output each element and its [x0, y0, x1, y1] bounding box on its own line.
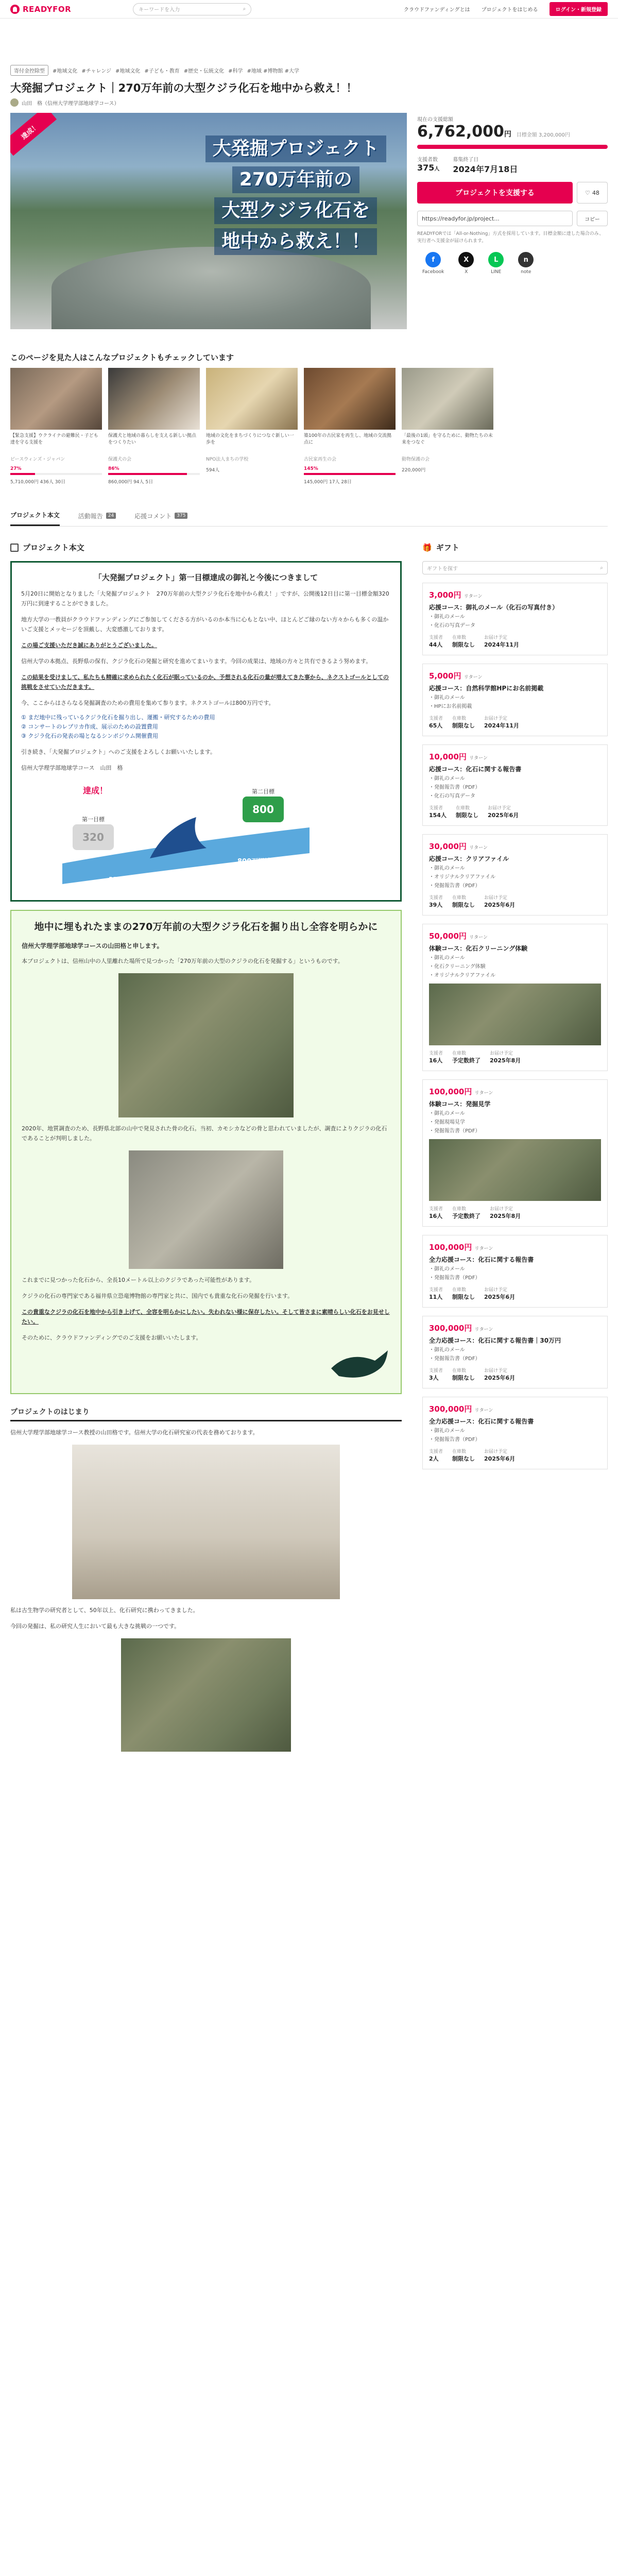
gift-price: 100,000円 リターン: [429, 1087, 493, 1096]
gift-meta: 支援者 11人 在庫数 制限なし お届け予定 2025年6月: [429, 1287, 516, 1300]
rec-percent: 86%: [108, 466, 119, 471]
gift-image: [429, 1139, 601, 1201]
gift-meta: 支援者 3人 在庫数 制限なし お届け予定 2025年6月: [429, 1368, 516, 1381]
rec-owner: NPO法人まちの学校: [206, 457, 249, 462]
raised-label: 現在の支援総額: [417, 117, 453, 123]
gift-name: 応援コース：クリアファイル: [429, 855, 509, 862]
gift-meta: 支援者 154人 在庫数 制限なし お届け予定 2025年6月: [429, 806, 519, 819]
share-buttons: [417, 252, 608, 275]
rec-percent: 145%: [304, 466, 318, 471]
rec-name: 地域の文化をまちづくりにつなぐ新しい一歩を: [206, 433, 294, 445]
section-heading-beginning: プロジェクトのはじまり: [10, 1406, 402, 1421]
hero-line: 大型クジラ化石を: [214, 197, 377, 224]
search-placeholder: キーワードを入力: [139, 7, 180, 13]
gift-name: 体験コース：発掘見学: [429, 1100, 491, 1108]
rec-card[interactable]: [108, 368, 200, 485]
report-paragraph: この結果を受けまして、私たちも精確に求められたく化石が眠っているのか、予想される化石の量が増えてきた事から、ネクストゴールとしての挑戦をさせていただきます。: [21, 674, 389, 690]
nav-about[interactable]: クラウドファンディングとは: [403, 7, 470, 13]
rec-image: [304, 368, 396, 430]
favorite-count: 48: [592, 189, 599, 196]
gift-card[interactable]: [422, 583, 608, 655]
beginning-section: [10, 1428, 402, 1752]
excavation-photo: [118, 973, 294, 1117]
gift-search-input[interactable]: ギフトを探す ⌕: [422, 561, 608, 574]
rec-stats: 594人: [206, 468, 220, 473]
copy-url-button[interactable]: コピー: [577, 211, 608, 226]
rec-card[interactable]: [304, 368, 396, 485]
recommendations-title: このページを見た人はこんなプロジェクトもチェックしています: [10, 353, 234, 362]
gift-name: 体験コース：化石クリーニング体験: [429, 945, 528, 952]
arrow-label-2: 800万円達成: [237, 858, 279, 866]
share-note[interactable]: n note: [518, 252, 534, 275]
report-title: 「大発掘プロジェクト」第一目標達成の御礼と今後につきまして: [94, 573, 318, 582]
gift-meta: 支援者 2人 在庫数 制限なし お届け予定 2025年6月: [429, 1449, 516, 1462]
gift-item: ・御礼のメール: [429, 1428, 465, 1434]
report-paragraph: 地方大学の一教員がクラウドファンディングにご参加してくださる方がいるのか本当に心もとない中、ほとんどご縁のない方々からも多くの温かいご支援とメッセージを頂戴し、大変感激しております。: [21, 616, 389, 633]
header-search-input[interactable]: [133, 3, 251, 15]
gift-price: 30,000円 リターン: [429, 842, 488, 851]
gift-item: ・発掘報告書（PDF）: [429, 1128, 480, 1134]
project-stats-panel: [417, 113, 608, 329]
share-x[interactable]: X X: [458, 252, 474, 275]
gift-item: ・御礼のメール: [429, 955, 465, 961]
note-icon: n: [518, 252, 534, 267]
achieved-label: 達成！: [83, 786, 108, 795]
goal-category-label: 第一目標: [82, 816, 105, 823]
rec-name: 保護犬と地域の暮らしを支える新しい拠点をつくりたい: [108, 433, 197, 445]
gift-item: ・化石の写真データ: [429, 793, 475, 799]
report-paragraph: 今、ここからはさらなる発掘調査のための費用を集めて参ります。ネクストゴールは800万円です。: [21, 700, 274, 706]
site-photo: [121, 1638, 291, 1752]
body-heading: プロジェクト本文: [10, 542, 402, 553]
intro-paragraph: クジラの化石の専門家である福井県立恐竜博物館の専門家と共に、国内でも貴重な化石の発掘を行います。: [22, 1293, 294, 1299]
tag-list: [10, 65, 608, 76]
facebook-icon: f: [425, 252, 441, 267]
hero-headline: [205, 133, 386, 257]
gift-item: ・御礼のメール: [429, 866, 465, 871]
gift-price: 300,000円 リターン: [429, 1404, 493, 1414]
begin-paragraph: 今回の発掘は、私の研究人生において最も大きな挑戦の一つです。: [10, 1623, 180, 1630]
project-owner[interactable]: [10, 98, 608, 107]
goal-amount: 目標金額 3,200,000円: [516, 132, 570, 138]
goal-value-label: 800: [252, 803, 274, 816]
rec-name: 築100年の古民家を再生し、地域の交流拠点に: [304, 433, 392, 445]
gift-price: 3,000円 リターン: [429, 590, 483, 600]
end-date: 2024年7月18日: [453, 164, 518, 174]
gift-card[interactable]: [422, 744, 608, 826]
gift-item: ・オリジナルクリアファイル: [429, 874, 496, 880]
gift-item: ・発掘現場見学: [429, 1120, 465, 1125]
tag-item[interactable]: #地域 #博物館 #大学: [247, 69, 300, 74]
gift-name: 応援コース：化石に関する報告書: [429, 766, 522, 773]
rec-card[interactable]: [402, 368, 493, 485]
support-button[interactable]: プロジェクトを支援する: [417, 182, 573, 204]
gift-item: ・化石クリーニング体験: [429, 964, 486, 970]
tag-item[interactable]: #チャレンジ: [81, 69, 111, 74]
tag-item[interactable]: #子ども・教育: [144, 69, 180, 74]
begin-paragraph: 信州大学理学部地球学コース教授の山田格です。信州大学の化石研究室の代表を務めております。: [10, 1429, 259, 1436]
progress-bar: [417, 145, 608, 149]
gift-item: ・発掘報告書（PDF）: [429, 1275, 480, 1281]
gift-price: 5,000円 リターン: [429, 671, 483, 681]
gift-icon: 🎁: [422, 543, 432, 552]
x-icon: X: [458, 252, 474, 267]
gift-price: 10,000円 リターン: [429, 752, 488, 761]
hero-line: 大発掘プロジェクト: [205, 135, 386, 162]
favorite-button[interactable]: [577, 182, 608, 204]
rec-owner: 動物保護の会: [402, 457, 430, 462]
end-date-label: 募集終了日: [453, 157, 479, 163]
gift-price: 100,000円 リターン: [429, 1243, 493, 1252]
rec-percent: 27%: [10, 466, 22, 471]
gift-item: ・御礼のメール: [429, 1111, 465, 1116]
gift-meta: 支援者 65人 在庫数 制限なし お届け予定 2024年11月: [429, 716, 519, 729]
rec-name: 「最後の1頭」を守るために、動物たちの未来をつなぐ: [402, 433, 493, 445]
search-icon: ⌕: [600, 565, 603, 571]
gift-card[interactable]: [422, 924, 608, 1071]
rec-stats: 220,000円: [402, 468, 426, 473]
tag-item[interactable]: #歴史・伝統文化: [183, 69, 225, 74]
recommendations-list: [10, 368, 608, 485]
rec-owner: 古民家再生の会: [304, 457, 337, 462]
gift-list: [422, 583, 608, 1469]
gift-item: ・発掘報告書（PDF）: [429, 1437, 480, 1443]
gift-card[interactable]: [422, 834, 608, 916]
line-icon: L: [488, 252, 504, 267]
tag-item[interactable]: #地域文化: [115, 69, 141, 74]
gift-item: ・御礼のメール: [429, 1347, 465, 1353]
hero-line: 270万年前の: [232, 166, 359, 193]
rec-card[interactable]: [10, 368, 102, 485]
milestone-report-box: [10, 561, 402, 902]
avatar: [10, 98, 19, 107]
gift-name: 全力応援コース：化石に関する報告書: [429, 1418, 534, 1425]
researcher-photo: [72, 1445, 340, 1599]
gift-price: 300,000円 リターン: [429, 1324, 493, 1333]
gift-card[interactable]: [422, 1235, 608, 1308]
begin-paragraph: 私は古生物学の研究者として、50年以上、化石研究に携わってきました。: [10, 1607, 199, 1614]
gift-item: ・御礼のメール: [429, 614, 465, 620]
project-url-field[interactable]: https://readyfor.jp/project...: [417, 211, 573, 226]
gift-item: ・御礼のメール: [429, 695, 465, 701]
gift-heading: 🎁 ギフト: [422, 543, 459, 552]
tab-activity-report[interactable]: 活動報告 24: [78, 511, 116, 526]
login-button[interactable]: ログイン・新規登録: [550, 2, 608, 16]
gift-price: 50,000円 リターン: [429, 931, 488, 941]
gift-item: ・発掘報告書（PDF）: [429, 785, 480, 790]
all-or-nothing-note: READYFORでは「All-or-Nothing」方式を採用しています。目標金額に達した場合のみ、実行者へ支援金が届けられます。: [417, 231, 604, 244]
gift-name: 全力応援コース：化石に関する報告書｜30万円: [429, 1337, 561, 1344]
content-tabs: [10, 511, 608, 527]
intro-paragraph: 本プロジェクトは、信州山中の人里離れた場所で見つかった「270万年前の大型のクジラの化石を発掘する」というものです。: [22, 958, 344, 964]
supporters-count: 375人: [417, 163, 440, 173]
goal-category-label: 第二目標: [252, 788, 274, 795]
intro-title: 地中に埋もれたままの270万年前の大型クジラ化石を掘り出し全容を明らかに: [34, 921, 378, 933]
tab-support-comments[interactable]: 応援コメント 375: [134, 511, 187, 526]
intro-lead: 信州大学理学部地球学コースの山田格と申します。: [22, 942, 163, 950]
raised-amount: 6,762,000円: [417, 123, 511, 141]
gift-item: ・発掘報告書（PDF）: [429, 883, 480, 889]
owner-name: 山田 格（信州大学理学部地球学コース）: [22, 100, 119, 107]
gift-item: ・御礼のメール: [429, 1266, 465, 1272]
report-paragraph: 引き続き、「大発掘プロジェクト」へのご支援をよろしくお願いいたします。: [21, 749, 216, 755]
share-line[interactable]: L LINE: [488, 252, 504, 275]
gift-item: ・発掘報告書（PDF）: [429, 1356, 480, 1362]
gift-sidebar: [422, 542, 608, 1752]
rec-image: [402, 368, 493, 430]
gift-item: ・オリジナルクリアファイル: [429, 973, 496, 978]
gift-card[interactable]: [422, 1316, 608, 1388]
readyfor-logo[interactable]: [10, 5, 71, 14]
rec-progress-bar: [10, 473, 102, 475]
intro-highlight: この貴重なクジラの化石を地中から引き上げて、全容を明らかにしたい。失われない様に保存したい。そして皆さまに素晴らしい化石をお見せしたい。: [22, 1309, 390, 1325]
report-paragraph: 信州大学の本拠点、長野県の保有、クジラ化石の発掘と研究を進めてまいります。今回の成果は、地域の方々と共有できるよう努めます。: [21, 658, 372, 665]
hero-line: 地中から救え！！: [214, 228, 377, 255]
intro-box: [10, 910, 402, 1394]
rec-stats: 860,000円 94人 5日: [108, 480, 153, 485]
gift-card[interactable]: [422, 1079, 608, 1227]
report-thanks: この場ご支援いただき誠にありがとうございました。: [21, 642, 157, 649]
gift-meta: 支援者 16人 在庫数 予定数終了 お届け予定 2025年8月: [429, 1207, 521, 1219]
fossil-photo: [129, 1150, 283, 1269]
rec-image: [108, 368, 200, 430]
share-facebook[interactable]: f Facebook: [422, 252, 444, 275]
report-paragraph: 5月20日に開始となりました「大発掘プロジェクト 270万年前の大型クジラ化石を地中から救え！」ですが、公開後12日目に第一目標金額320万円に到達することができました。: [21, 590, 389, 607]
site-header: [0, 0, 618, 19]
goal-item: ② コンサートのレプリカ作成、展示のための設置費用: [21, 723, 158, 730]
gift-card[interactable]: [422, 664, 608, 736]
search-icon: ⌕: [243, 6, 246, 12]
gift-item: ・HPにお名前掲載: [429, 704, 472, 709]
tag-item[interactable]: #科学: [228, 69, 243, 74]
hero-rock-shape: [52, 247, 371, 329]
gift-name: 応援コース：自然科学館HPにお名前掲載: [429, 685, 544, 692]
gift-item: ・御礼のメール: [429, 776, 465, 782]
arrow-label-1: 320万円達成: [109, 876, 147, 883]
tab-project-body[interactable]: プロジェクト本文: [10, 511, 60, 526]
gift-meta: 支援者 44人 在庫数 制限なし お届け予定 2024年11月: [429, 635, 519, 648]
rec-owner: ピースウィンズ・ジャパン: [10, 457, 65, 462]
rec-name: 【緊急支援】ウクライナの避難民・子ども達を守る支援を: [10, 433, 98, 445]
logo-text: READYFOR: [23, 4, 72, 14]
rec-image: [206, 368, 298, 430]
rec-progress-bar: [304, 473, 396, 475]
tag-item[interactable]: #地域文化: [53, 69, 78, 74]
rec-stats: 5,710,000円 436人 30日: [10, 480, 66, 485]
progress-fill: [417, 145, 608, 149]
gift-item: ・化石の写真データ: [429, 623, 475, 629]
report-signature: 信州大学理学部地球学コース 山田 格: [21, 765, 123, 771]
gift-card[interactable]: [422, 1397, 608, 1469]
rec-image: [10, 368, 102, 430]
page-title: 大発掘プロジェクト｜270万年前の大型クジラ化石を地中から救え！！: [10, 82, 357, 94]
intro-paragraph: 2020年、地質調査のため、長野県北部の山中で発見された骨の化石。当初、カモシカなどの骨と思われていましたが、調査によりクジラの化石であることが判明しました。: [22, 1125, 387, 1142]
logo-icon: [10, 5, 20, 14]
gift-image: [429, 984, 601, 1045]
document-icon: [10, 544, 19, 552]
goal-item: ③ クジラ化石の発表の場となるシンポジウム開催費用: [21, 733, 158, 739]
goal-item: ① まだ地中に残っているクジラ化石を掘り出し、運搬・研究するための費用: [21, 714, 215, 721]
project-body: [10, 542, 402, 1752]
rec-progress-bar: [108, 473, 200, 475]
intro-paragraph: そのために、クラウドファンディングでのご支援をお願いいたします。: [22, 1334, 202, 1341]
heart-icon: ♡: [585, 189, 590, 196]
gift-name: 応援コース：御礼のメール（化石の写真付き）: [429, 604, 559, 611]
rec-owner: 保護犬の会: [108, 457, 132, 462]
whale-icon: [329, 1348, 390, 1384]
intro-paragraph: これまでに見つかった化石から、全長10メートル以上のクジラであった可能性があります。: [22, 1277, 255, 1283]
next-goal-list: [21, 713, 391, 741]
rec-stats: 145,000円 17人 28日: [304, 480, 352, 485]
rec-card[interactable]: [206, 368, 298, 485]
gift-meta: 支援者 16人 在庫数 予定数終了 お届け予定 2025年8月: [429, 1051, 521, 1064]
gift-meta: 支援者 39人 在庫数 制限なし お届け予定 2025年6月: [429, 895, 516, 908]
tag-badge[interactable]: 寄付金控除型: [10, 65, 48, 76]
gift-name: 全力応援コース：化石に関する報告書: [429, 1256, 534, 1263]
goal-value-label: 320: [82, 831, 104, 843]
hero-image: [10, 113, 407, 329]
achieved-ribbon: 達成！: [10, 113, 57, 156]
nav-start-project[interactable]: プロジェクトをはじめる: [481, 7, 538, 13]
supporters-label: 支援者数: [417, 157, 438, 163]
goal-chart: [21, 781, 330, 889]
